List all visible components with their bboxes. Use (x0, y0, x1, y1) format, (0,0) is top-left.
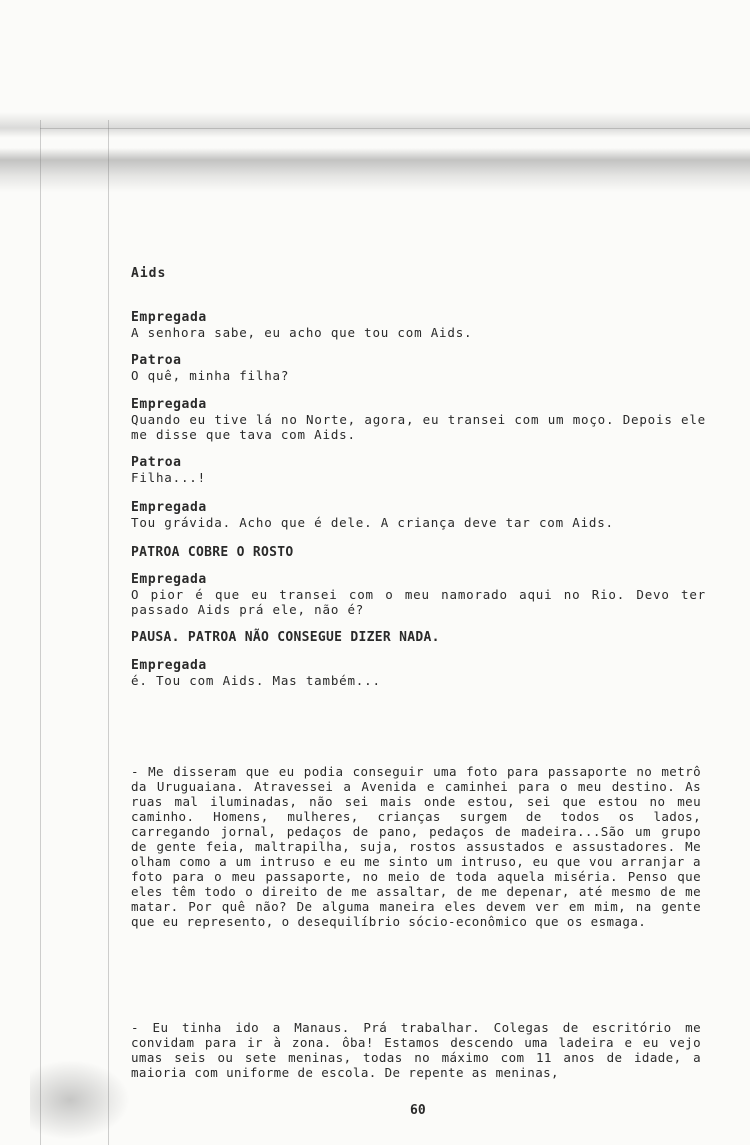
speaker-name: Patroa (131, 455, 182, 470)
stage-direction (131, 545, 706, 560)
margin-rule-inner (108, 120, 109, 1145)
header-rule (40, 128, 750, 129)
speaker-name: Empregada (131, 310, 207, 325)
page-number: 60 (410, 1103, 426, 1118)
speaker-name: Patroa (131, 353, 182, 368)
stage-direction (131, 630, 706, 645)
stage-direction-text: PATROA COBRE O ROSTO (131, 545, 294, 560)
scene-title: Aids (131, 266, 167, 281)
dialogue-line: A senhora sabe, eu acho que tou com Aids. (131, 325, 473, 340)
dialogue-block (131, 310, 706, 340)
dialogue-block (131, 500, 706, 530)
dialogue-block (131, 455, 706, 485)
speaker-name: Empregada (131, 572, 207, 587)
dialogue-block (131, 353, 706, 383)
narrative-paragraph: - Me disseram que eu podia conseguir uma foto para passaporte no metrô da Uruguaiana. Atravessei a Avenida e caminhei para o meu destino. As ruas mal iluminadas, não sei mais onde estou, sei que estou no meu caminho. Homens, mulheres, crianças surgem de todos os lados, carregando jornal, pedaços de pano, pedaços de madeira...São um grupo de gente feia, maltrapilha, suja, rostos assustados e assustadores. Me olham como a um intruso e eu me sinto um intruso, eu que vou arranjar a foto para o meu passaporte, no meio de toda aquela miséria. Penso que eles têm todo o direito de me assaltar, de me depenar, até mesmo de me matar. Por quê não? De alguma maneira eles devem ver em mim, na gente que eu represento, o desequilíbrio sócio-econômico que os esmaga. (131, 764, 701, 929)
stage-direction-text: PAUSA. PATROA NÃO CONSEGUE DIZER NADA. (131, 630, 440, 645)
dialogue-line: Tou grávida. Acho que é dele. A criança deve tar com Aids. (131, 515, 614, 530)
narrative-paragraph: - Eu tinha ido a Manaus. Prá trabalhar. Colegas de escritório me convidam para ir à zona. ôba! Estamos descendo uma ladeira e eu vejo umas seis ou sete meninas, todas no máximo com 11 anos de idade, a maioria com uniforme de escola. De repente as meninas, (131, 1020, 701, 1080)
dialogue-block (131, 397, 706, 442)
photocopy-smudge-top (0, 112, 750, 192)
dialogue-line: Filha...! (131, 470, 206, 485)
margin-rule-left (40, 120, 41, 1145)
speaker-name: Empregada (131, 397, 207, 412)
dialogue-block (131, 572, 706, 617)
photocopy-smudge-corner (30, 1060, 130, 1140)
dialogue-line: O pior é que eu transei com o meu namorado aqui no Rio. Devo ter passado Aids prá ele, não é? (131, 587, 706, 617)
speaker-name: Empregada (131, 500, 207, 515)
dialogue-line: é. Tou com Aids. Mas também... (131, 673, 381, 688)
speaker-name: Empregada (131, 658, 207, 673)
dialogue-line: O quê, minha filha? (131, 368, 290, 383)
dialogue-line: Quando eu tive lá no Norte, agora, eu transei com um moço. Depois ele me disse que tava com Aids. (131, 412, 706, 442)
dialogue-block (131, 658, 706, 688)
